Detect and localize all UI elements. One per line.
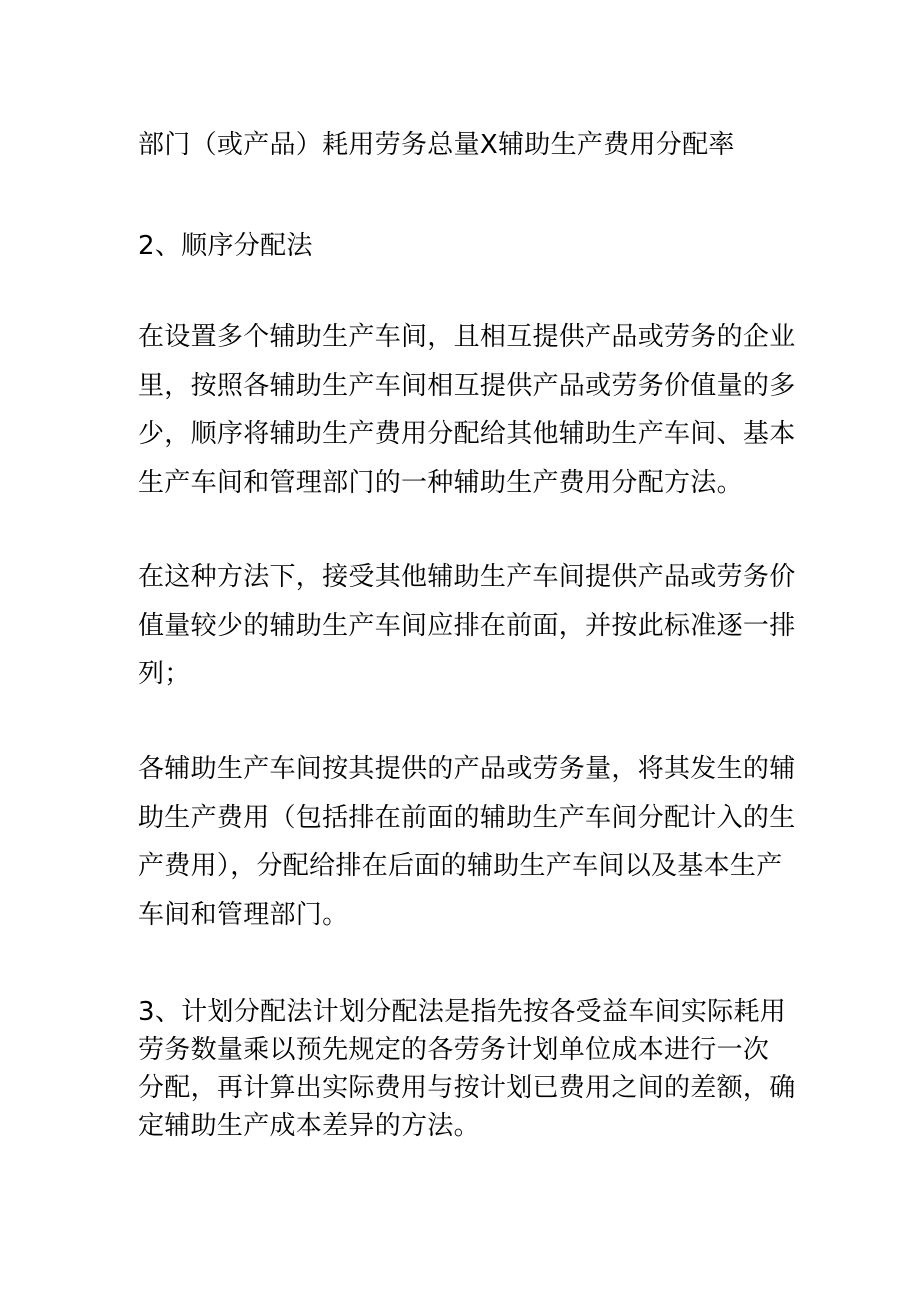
text-line: 部门（或产品）耗用劳务总量X辅助生产费用分配率 (138, 130, 735, 160)
text-line: 产费用），分配给排在后面的辅助生产车间以及基本生产 (138, 851, 783, 881)
paragraph-allocation-process (138, 745, 796, 939)
text-line: 在这种方法下，接受其他辅助生产车间提供产品或劳务价 (138, 562, 796, 592)
section-heading-sequential-allocation (138, 222, 788, 271)
text-line: 列； (138, 659, 191, 689)
text-line: 里，按照各辅助生产车间相互提供产品或劳务价值量的多 (138, 370, 796, 401)
paragraph-definition (138, 313, 796, 507)
text-line: 生产车间和管理部门的一种辅助生产费用分配方法。 (138, 467, 743, 498)
text-line: 车间和管理部门。 (138, 899, 349, 930)
text-line: 值量较少的辅助生产车间应排在前面，并按此标准逐一排 (138, 610, 796, 641)
paragraph-ordering-rule (138, 553, 796, 699)
text-line: 分配，再计算出实际费用与按计划已费用之间的差额，确 (138, 1073, 796, 1103)
text-line: 劳务数量乘以预先规定的各劳务计划单位成本进行一次 (138, 1035, 770, 1065)
text-line: 2、顺序分配法 (138, 231, 313, 261)
text-line: 各辅助生产车间按其提供的产品或劳务量，将其发生的辅 (138, 754, 796, 784)
text-line: 助生产费用（包括排在前面的辅助生产车间分配计入的生 (138, 802, 796, 833)
text-line: 在设置多个辅助生产车间，且相互提供产品或劳务的企业 (138, 322, 796, 352)
text-line: 少，顺序将辅助生产费用分配给其他辅助生产车间、基本 (138, 419, 796, 449)
paragraph-planned-allocation (138, 993, 796, 1145)
text-line: 3、计划分配法计划分配法是指先按各受益车间实际耗用 (138, 997, 787, 1027)
text-line: 定辅助生产成本差异的方法。 (138, 1111, 480, 1141)
formula-line (138, 121, 788, 170)
